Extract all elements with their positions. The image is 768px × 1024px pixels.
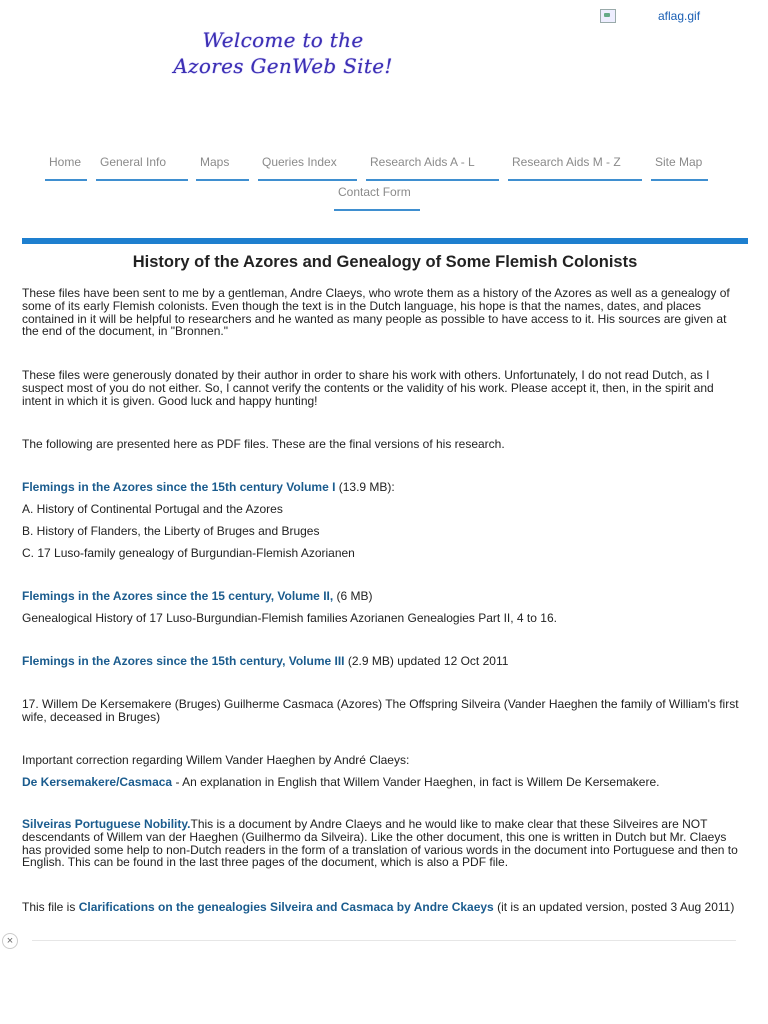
nav-queries-index[interactable] [258,155,357,181]
volume-3-size: (2.9 MB) updated 12 Oct 2011 [344,654,509,668]
volume-1-item-a: A. History of Continental Portugal and the Azores [22,502,283,516]
volume-3-entry [22,654,742,668]
nav-maps-label: Maps [200,155,230,169]
close-icon[interactable]: × [2,933,18,949]
nav-home[interactable] [45,155,87,181]
intro-paragraph-1: These files have been sent to me by a gentleman, Andre Claeys, who wrote them as a history of the Azores as well as a genealogy of some of its early Flemish colonists. Even though the text is in the Dutch language, his hope is that the names, dates, and places contained in it will be helpful to researchers and he wanted as many people as possible to have access to it. His sources are given at the end of the document, in "Bronnen." [22,286,730,339]
volume-2-size: (6 MB) [333,589,373,603]
nav-maps[interactable] [196,155,249,181]
silveiras-link[interactable]: Silveiras Portuguese Nobility. [22,817,191,831]
flag-image [600,9,720,25]
volume-1-item-b: B. History of Flanders, the Liberty of Bruges and Bruges [22,524,320,538]
header-divider [22,238,748,244]
nav-research-aids-m-z[interactable] [508,155,642,181]
volume-1-item-c: C. 17 Luso-family genealogy of Burgundian-Flemish Azorianen [22,546,355,560]
volume-1-size: (13.9 MB): [335,480,395,494]
page-title: History of the Azores and Genealogy of Some Flemish Colonists [132,253,638,271]
nav-home-label: Home [49,155,82,169]
volume-2-link[interactable]: Flemings in the Azores since the 15 century, Volume II, [22,589,334,603]
nav-general-info[interactable] [96,155,188,181]
intro-paragraph-2: These files were generously donated by their author in order to share his work with others. Unfortunately, I do not read Dutch, as I suspect most of you do not either. So, I cannot verify the contents or the validity of his work. Please accept it, then, in the spirit and intent in which it is given. Good luck and happy hunting! [22,368,714,408]
kersemakere-entry [22,775,742,789]
nav-queries-index-label: Queries Index [262,155,337,169]
footer-divider [32,940,736,941]
clarifications-entry [22,900,742,914]
clarifications-link[interactable]: Clarifications on the genealogies Silveira and Casmaca by Andre Ckaeys [78,900,494,914]
kersemakere-text: - An explanation in English that Willem Vander Haeghen, in fact is Willem De Kersemakere. [172,775,660,789]
nav-general-info-label: General Info [100,155,167,169]
nav-site-map[interactable] [651,155,708,181]
volume-2-description: Genealogical History of 17 Luso-Burgundian-Flemish families Azorianen Genealogies Part II, 4 to 16. [22,611,557,625]
welcome-line-1: Welcome to the [202,28,364,52]
welcome-banner [160,27,406,79]
site-header [0,0,768,140]
nav-research-aids-m-z-label: Research Aids M - Z [512,155,621,169]
intro-paragraph-3: The following are presented here as PDF files. These are the final versions of his research. [22,437,505,451]
welcome-line-2: Azores GenWeb Site! [173,54,393,78]
correction-intro: Important correction regarding Willem Vander Haeghen by André Claeys: [22,753,410,767]
nav-contact-form-label: Contact Form [338,185,411,199]
nav-site-map-label: Site Map [655,155,703,169]
volume-1-entry [22,480,742,494]
kersemakere-link[interactable]: De Kersemakere/Casmaca [22,775,173,789]
broken-image-icon [600,9,616,23]
clarifications-prefix: This file is [22,900,79,914]
silveiras-text: This is a document by Andre Claeys and he would like to make clear that these Silveires are NOT descendants of Willem van der Haeghen (Guilhermo da Silveira). Like the other document, this one is written in Dutch but Mr. Claeys has provided some help to non-Dutch readers in the form of a translation of various words in the document into Portuguese and then to English. This can be found in the last three pages of the document, which is also a PDF file. [22,817,738,870]
volume-3-link[interactable]: Flemings in the Azores since the 15th century, Volume III [22,654,345,668]
volume-2-entry [22,589,742,603]
nav-research-aids-a-l[interactable] [366,155,499,181]
clarifications-suffix: (it is an updated version, posted 3 Aug 2011) [493,900,735,914]
nav-contact-form[interactable] [334,185,420,211]
flag-alt-text: aflag.gif [658,9,701,23]
willem-description: 17. Willem De Kersemakere (Bruges) Guilherme Casmaca (Azores) The Offspring Silveira (Vander Haeghen the family of William's first wife, deceased in Bruges) [22,697,739,724]
nav-research-aids-a-l-label: Research Aids A - L [370,155,475,169]
volume-1-link[interactable]: Flemings in the Azores since the 15th century Volume I [22,480,336,494]
silveiras-entry [22,818,742,869]
